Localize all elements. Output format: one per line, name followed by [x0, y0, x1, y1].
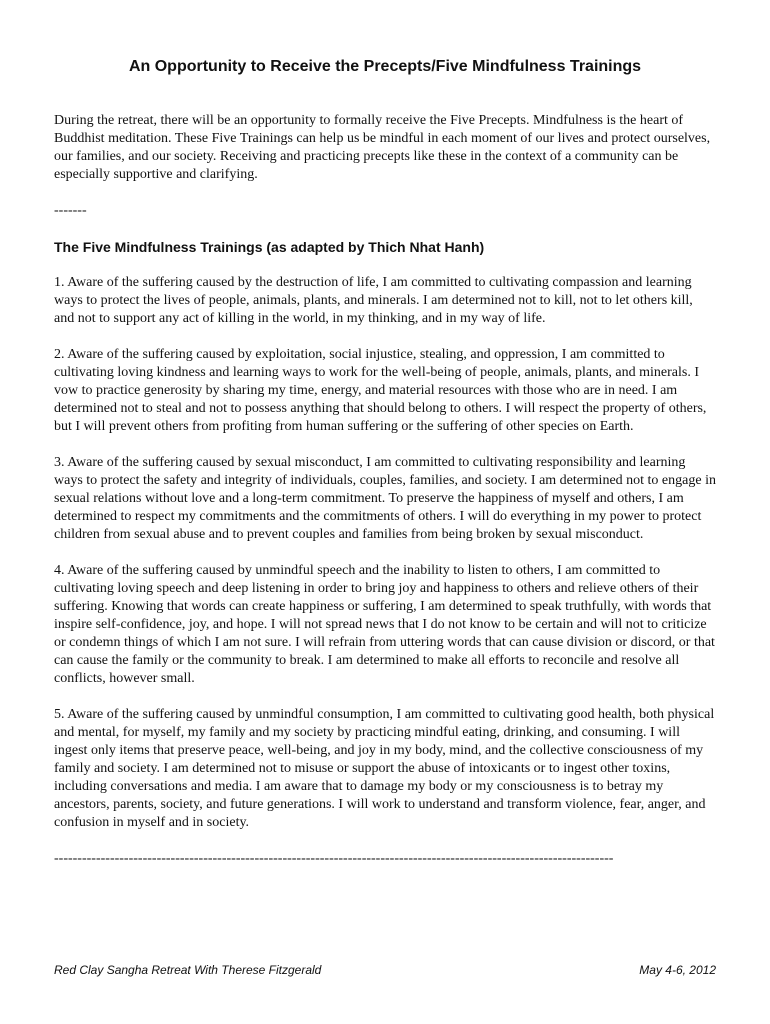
- training-1-paragraph: 1. Aware of the suffering caused by the destruction of life, I am committed to cultivating compassion and learning ways to protect the lives of people, animals, plants, and minerals. I am determined not to kill, not to let others kill, and not to support any act of killing in the world, in my thinking, and in my way of life.: [54, 275, 693, 326]
- trainings-heading: The Five Mindfulness Trainings (as adapted by Thich Nhat Hanh): [54, 239, 485, 255]
- separator-line: -------: [54, 203, 87, 218]
- end-rule: ------------------------------------------------------------------------------------------------------------------------: [54, 851, 614, 866]
- training-2-paragraph: 2. Aware of the suffering caused by exploitation, social injustice, stealing, and oppression, I am committed to cultivating loving kindness and learning ways to work for the well-being of people, animals, plants, and minerals. I vow to practice generosity by sharing my time, energy, and material resources with those who are in need. I am determined not to steal and not to possess anything that should belong to others. I will respect the property of others, but I will prevent others from profiting from human suffering or the suffering of other species on Earth.: [54, 347, 707, 434]
- document-body: [54, 112, 716, 868]
- footer-date: May 4-6, 2012: [639, 963, 716, 977]
- footer-event: Red Clay Sangha Retreat With Therese Fitzgerald: [54, 963, 322, 977]
- training-4-paragraph: 4. Aware of the suffering caused by unmindful speech and the inability to listen to others, I am committed to cultivating loving speech and deep listening in order to bring joy and happiness to others and relieve others of their suffering. Knowing that words can create happiness or suffering, I am determined to speak truthfully, with words that inspire self-confidence, joy, and hope. I will not spread news that I do not know to be certain and will not to criticize or condemn things of which I am not sure. I will refrain from uttering words that can cause division or discord, or that can cause the family or the community to break. I am determined to make all efforts to reconcile and resolve all conflicts, however small.: [54, 563, 715, 686]
- intro-paragraph: During the retreat, there will be an opportunity to formally receive the Five Precepts. Mindfulness is the heart of Buddhist meditation. These Five Trainings can help us be mindful in each moment of our lives and protect ourselves, our families, and our society. Receiving and practicing precepts like these in the context of a community can be especially supportive and clarifying.: [54, 113, 711, 182]
- page-title: An Opportunity to Receive the Precepts/Five Mindfulness Trainings: [128, 58, 642, 75]
- training-5-paragraph: 5. Aware of the suffering caused by unmindful consumption, I am committed to cultivating good health, both physical and mental, for myself, my family and my society by practicing mindful eating, drinking, and consuming. I will ingest only items that preserve peace, well-being, and joy in my body, mind, and the collective consciousness of my family and society. I am determined not to misuse or support the abuse of intoxicants or to ingest other toxins, including conversations and media. I am aware that to damage my body or my consciousness is to betray my ancestors, parents, society, and future generations. I will work to understand and transform violence, fear, anger, and confusion in myself and in society.: [54, 707, 715, 830]
- page-footer: [54, 962, 716, 978]
- training-3-paragraph: 3. Aware of the suffering caused by sexual misconduct, I am committed to cultivating responsibility and learning ways to protect the safety and integrity of individuals, couples, families, and society. I am determined not to engage in sexual relations without love and a long-term commitment. To preserve the happiness of myself and others, I am determined to respect my commitments and the commitments of others. I will do everything in my power to protect children from sexual abuse and to prevent couples and families from being broken by sexual misconduct.: [54, 455, 716, 542]
